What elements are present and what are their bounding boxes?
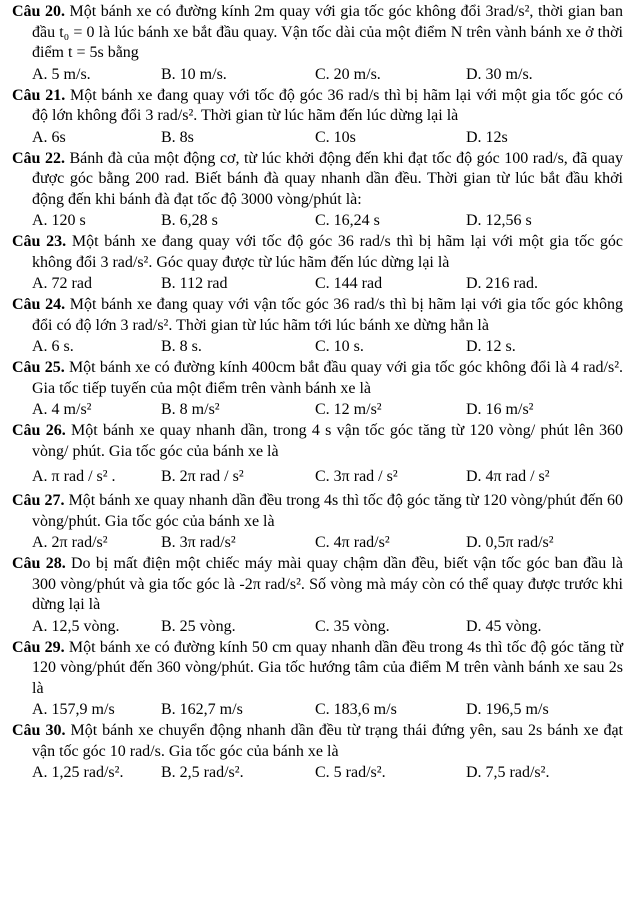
answer-options xyxy=(12,532,623,553)
option-b: B. 8s xyxy=(161,128,194,146)
question-number: Câu 22. xyxy=(12,149,65,167)
question-stem: Do bị mất điện một chiếc máy mài quay chậm dần đều, biết vận tốc góc ban đầu là 300 vòng/phút và gia tốc góc là -2π rad/s². Số vòng mà máy còn có thể quay được trước khi dừng lại là xyxy=(32,555,624,613)
question-24 xyxy=(12,295,623,357)
question-number: Câu 28. xyxy=(12,555,66,572)
option-a: A. 4 m/s² xyxy=(32,401,92,418)
question-20 xyxy=(12,2,623,85)
question-number: Câu 29. xyxy=(12,638,65,656)
option-b: B. 2,5 rad/s². xyxy=(161,764,244,781)
option-c: C. 16,24 s xyxy=(315,212,380,229)
option-d: D. 0,5π rad/s² xyxy=(466,534,554,551)
option-d: D. 45 vòng. xyxy=(466,617,542,635)
question-number: Câu 24. xyxy=(12,296,66,313)
option-d: D. 30 m/s. xyxy=(466,65,533,83)
answer-options xyxy=(12,127,623,148)
option-a: A. 6s xyxy=(32,128,66,146)
question-number: Câu 21. xyxy=(12,86,66,104)
question-stem: Một bánh xe có đường kính 2m quay với gia tốc góc không đổi 3rad/s², thời gian ban đầu t₀ = 0 là lúc bánh xe bắt đầu quay. Vận tốc dài của một điểm N trên vành bánh xe ở thời điểm t = 5s bằng xyxy=(32,3,624,61)
option-a: A. 1,25 rad/s². xyxy=(32,764,124,781)
question-23 xyxy=(12,232,623,294)
answer-options xyxy=(12,64,623,85)
option-c: C. 12 m/s² xyxy=(315,401,382,418)
option-c: C. 10s xyxy=(315,128,356,146)
question-number: Câu 20. xyxy=(12,3,65,20)
question-29 xyxy=(12,638,623,721)
option-d: D. 12s xyxy=(466,128,508,146)
answer-options xyxy=(12,336,623,357)
question-28 xyxy=(12,554,623,637)
option-b: B. 162,7 m/s xyxy=(161,701,243,718)
question-30 xyxy=(12,721,623,783)
option-d: D. 12,56 s xyxy=(466,212,532,229)
answer-options xyxy=(12,762,623,783)
option-a: A. 120 s xyxy=(32,212,86,229)
option-d: D. 16 m/s² xyxy=(466,401,534,418)
option-c: C. 5 rad/s². xyxy=(315,764,386,781)
option-b: B. 8 s. xyxy=(161,338,202,355)
option-b: B. 112 rad xyxy=(161,275,228,292)
option-a: A. 12,5 vòng. xyxy=(32,617,120,635)
option-d: D. 216 rad. xyxy=(466,275,538,292)
option-a: A. 72 rad xyxy=(32,275,92,292)
option-a: A. 5 m/s. xyxy=(32,65,91,83)
question-number: Câu 27. xyxy=(12,492,65,509)
question-25 xyxy=(12,358,623,420)
question-22 xyxy=(12,149,623,232)
question-number: Câu 26. xyxy=(12,422,66,439)
question-26 xyxy=(12,421,623,487)
answer-options xyxy=(12,273,623,294)
question-stem: Một bánh xe đang quay với tốc độ góc 36 rad/s thì bị hãm lại với một gia tốc góc không đổi 3 rad/s². Góc quay được từ lúc hãm đến lúc dừng lại là xyxy=(32,233,623,271)
question-number: Câu 25. xyxy=(12,359,65,376)
answer-options xyxy=(12,399,623,420)
question-stem: Một bánh xe có đường kính 400cm bắt đầu quay với gia tốc góc không đổi là 4 rad/s². Gia tốc tiếp tuyến của một điểm trên vành bánh xe là xyxy=(32,359,624,397)
option-a: A. π rad / s² . xyxy=(32,468,116,485)
option-c: C. 10 s. xyxy=(315,338,364,355)
question-number: Câu 23. xyxy=(12,233,67,250)
option-b: B. 8 m/s² xyxy=(161,401,220,418)
option-d: D. 196,5 m/s xyxy=(466,701,549,718)
question-stem: Một bánh xe đang quay với tốc độ góc 36 rad/s thì bị hãm lại với một gia tốc góc có độ lớn không đổi 3 rad/s². Thời gian từ lúc hãm đến lúc dừng lại là xyxy=(32,86,623,124)
answer-options xyxy=(12,210,623,231)
option-b: B. 25 vòng. xyxy=(161,617,236,635)
option-a: A. 157,9 m/s xyxy=(32,701,115,718)
question-stem: Một bánh xe có đường kính 50 cm quay nhanh dần đều trong 4s thì tốc độ góc tăng từ 120 vòng/phút đến 360 vòng/phút. Gia tốc hướng tâm của điểm M trên vành bánh xe sau 2s là xyxy=(32,638,623,697)
question-number: Câu 30. xyxy=(12,722,66,739)
option-a: A. 6 s. xyxy=(32,338,74,355)
question-stem: Bánh đà của một động cơ, từ lúc khởi động đến khi đạt tốc độ góc 100 rad/s, đã quay được góc bằng 200 rad. Biết bánh đà quay nhanh dần đều. Thời gian từ lúc bắt đầu khởi động đến khi bánh đà đạt tốc độ 3000 vòng/phút là: xyxy=(32,149,623,208)
option-d: D. 7,5 rad/s². xyxy=(466,764,550,781)
option-d: D. 4π rad / s² xyxy=(466,468,550,485)
option-c: C. 35 vòng. xyxy=(315,617,390,635)
option-b: B. 10 m/s. xyxy=(161,65,227,83)
question-stem: Một bánh xe quay nhanh dần, trong 4 s vận tốc góc tăng từ 120 vòng/ phút lên 360 vòng/ phút. Gia tốc góc của bánh xe là xyxy=(32,422,624,460)
option-b: B. 3π rad/s² xyxy=(161,534,236,551)
option-c: C. 20 m/s. xyxy=(315,65,381,83)
option-c: C. 183,6 m/s xyxy=(315,701,397,718)
option-b: B. 6,28 s xyxy=(161,212,218,229)
option-c: C. 3π rad / s² xyxy=(315,468,398,485)
question-stem: Một bánh xe quay nhanh dần đều trong 4s thì tốc độ góc tăng từ 120 vòng/phút đến 60 vòng/phút. Gia tốc góc của bánh xe là xyxy=(32,492,624,530)
answer-options xyxy=(12,466,623,487)
option-a: A. 2π rad/s² xyxy=(32,534,108,551)
option-c: C. 144 rad xyxy=(315,275,383,292)
option-b: B. 2π rad / s² xyxy=(161,468,244,485)
question-stem: Một bánh xe đang quay với vận tốc góc 36 rad/s thì bị hãm lại với gia tốc góc không đổi có độ lớn 3 rad/s². Thời gian từ lúc hãm tới lúc bánh xe dừng hẳn là xyxy=(32,296,624,334)
answer-options xyxy=(12,699,623,720)
answer-options xyxy=(12,616,623,637)
question-27 xyxy=(12,491,623,553)
question-21 xyxy=(12,86,623,148)
option-c: C. 4π rad/s² xyxy=(315,534,390,551)
question-stem: Một bánh xe chuyển động nhanh dần đều từ trạng thái đứng yên, sau 2s bánh xe đạt vận tốc góc 10 rad/s. Gia tốc góc của bánh xe là xyxy=(32,722,624,760)
option-d: D. 12 s. xyxy=(466,338,516,355)
